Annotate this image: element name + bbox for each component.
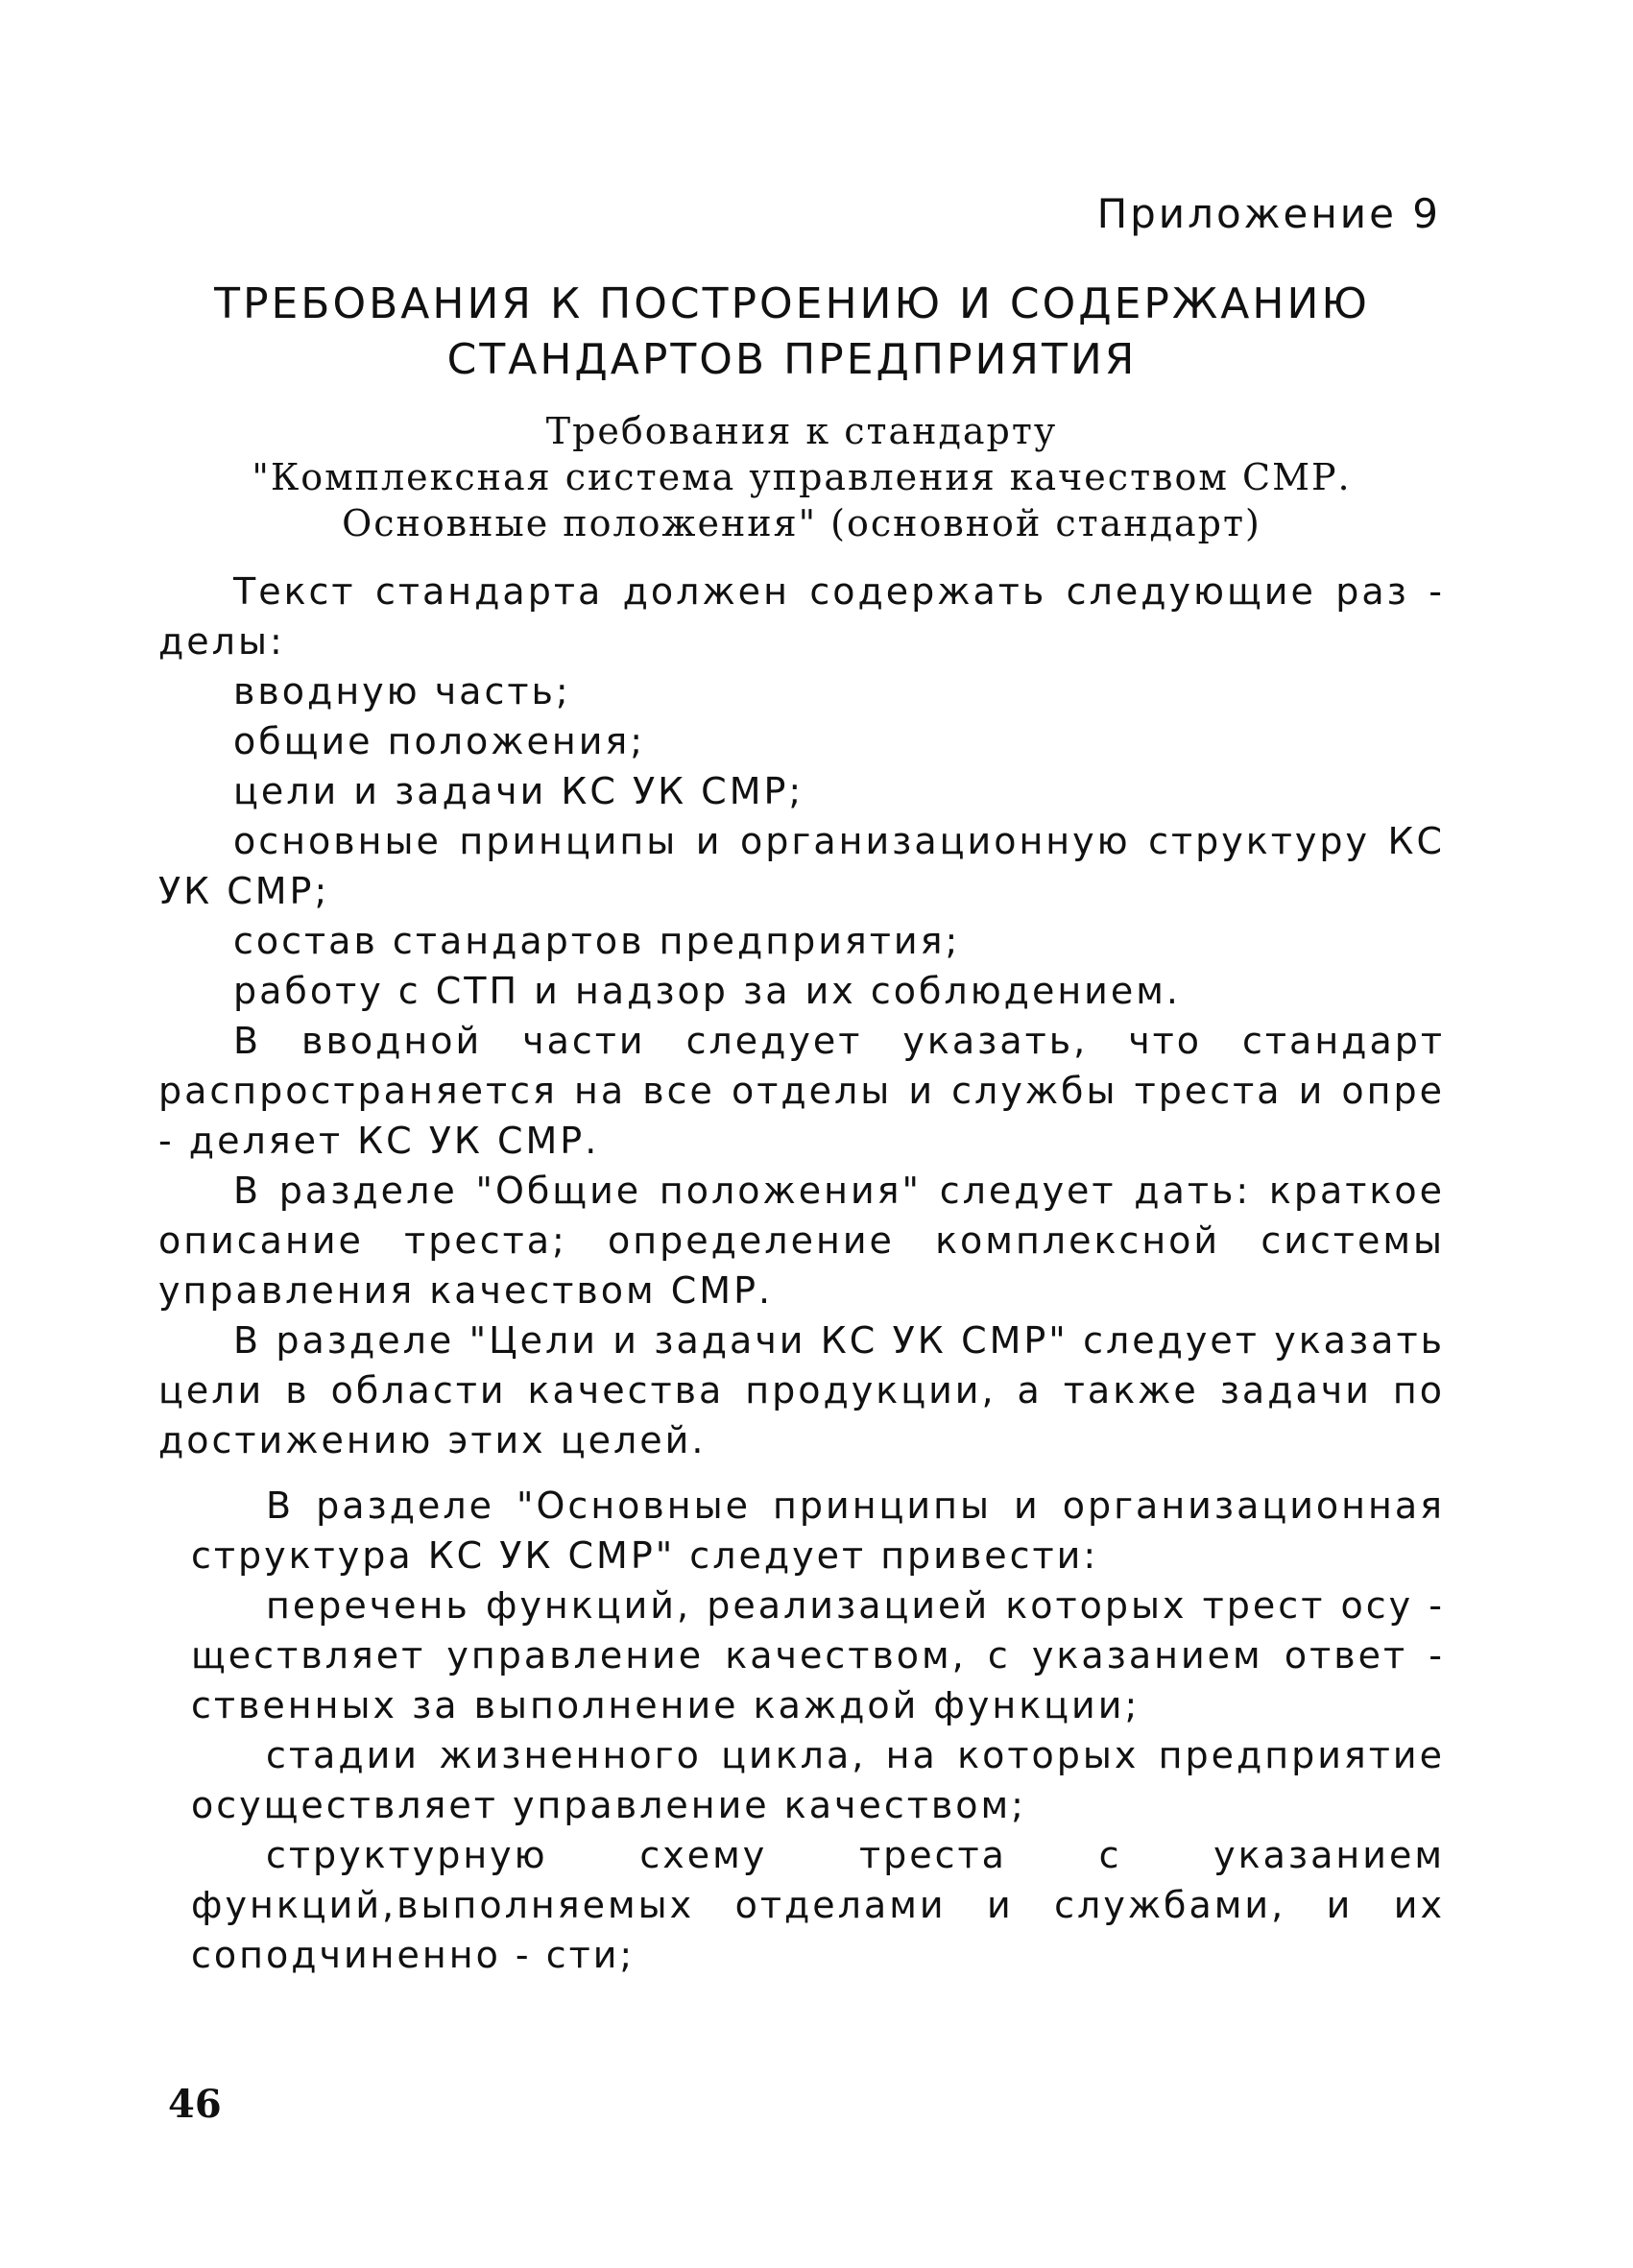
list-item-intro-part: вводную часть;: [233, 670, 571, 712]
list-item-general: общие положения;: [233, 720, 646, 762]
list-item-principles: основные принципы и организационную структуру КС УК СМР;: [158, 820, 1445, 912]
list-item-functions: перечень функций, реализацией которых трест осу - ществляет управление качеством, с указанием ответ - ственных за выполнение каждой функции;: [191, 1584, 1445, 1726]
subtitle-line-3: Основные положения" (основной стандарт): [342, 502, 1261, 544]
subtitle-line-2: "Комплексная система управления качеством СМР.: [252, 456, 1352, 498]
body-text: [158, 567, 1445, 1980]
list-item-structure: структурную схему треста с указанием функций,выполняемых отделами и службами, и их соподчиненно - сти;: [191, 1834, 1445, 1976]
paragraph-gap: [158, 1465, 1445, 1481]
paragraph-principles-section: В разделе "Основные принципы и организационная структура КС УК СМР" следует привести:: [191, 1484, 1445, 1577]
list-item-lifecycle: стадии жизненного цикла, на которых предприятие осуществляет управление качеством;: [191, 1734, 1445, 1826]
paragraph-general-section: В разделе "Общие положения" следует дать: краткое описание треста; определение комплексной системы управления качеством СМР.: [158, 1170, 1445, 1312]
subtitle-line-1: Требования к стандарту: [545, 410, 1058, 452]
paragraph-intro: Текст стандарта должен содержать следующие раз - делы:: [158, 570, 1445, 663]
appendix-label: Приложение 9: [1096, 190, 1441, 237]
paragraph-intro-section: В вводной части следует указать, что стандарт распространяется на все отделы и службы треста и опре - деляет КС УК СМР.: [158, 1020, 1445, 1162]
paragraph-goals-section: В разделе "Цели и задачи КС УК СМР" следует указать цели в области качества продукции, а также задачи по достижению этих целей.: [158, 1319, 1445, 1461]
list-item-standards: состав стандартов предприятия;: [233, 920, 961, 962]
list-item-supervision: работу с СТП и надзор за их соблюдением.: [233, 970, 1182, 1012]
list-item-goals: цели и задачи КС УК СМР;: [233, 770, 804, 812]
title-line-2: СТАНДАРТОВ ПРЕДПРИЯТИЯ: [446, 335, 1138, 384]
section-subtitle: [211, 408, 1392, 546]
page-title: [144, 277, 1440, 388]
page-number: 46: [168, 2082, 222, 2127]
title-line-1: ТРЕБОВАНИЯ К ПОСТРОЕНИЮ И СОДЕРЖАНИЮ: [214, 279, 1370, 328]
